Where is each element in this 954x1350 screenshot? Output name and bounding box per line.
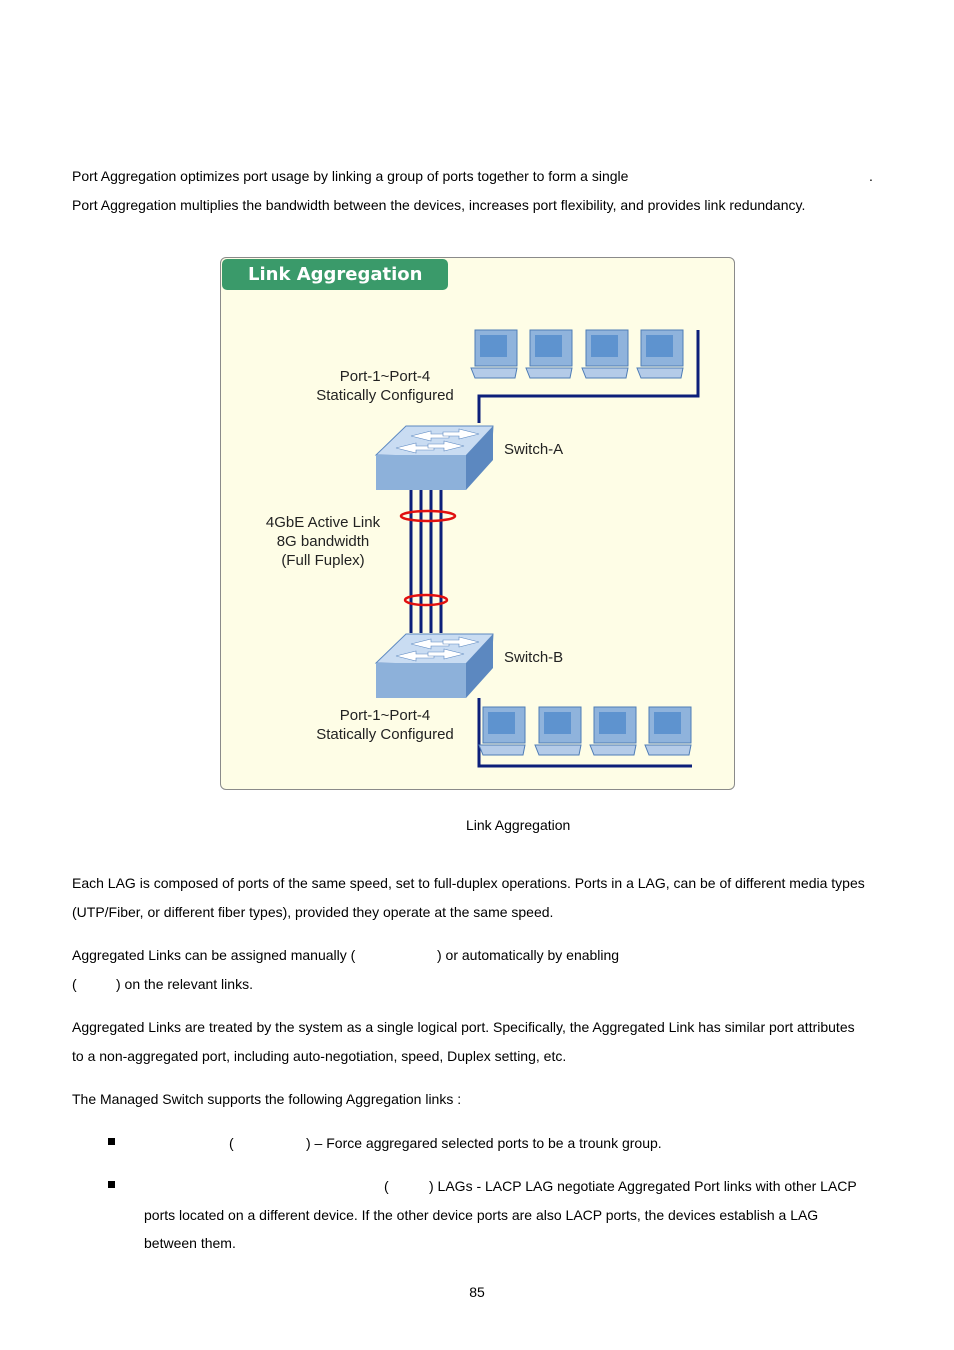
pc-icon	[479, 707, 525, 755]
pc-icon	[637, 330, 683, 378]
link-label-3: (Full Fuplex)	[281, 552, 365, 569]
pc-icon	[582, 330, 628, 378]
paragraph-3-line-2: to a non-aggregated port, including auto-negotiation, speed, Duplex setting, etc.	[72, 1048, 567, 1064]
link-aggregation-diagram	[221, 258, 734, 789]
bullet-icon	[108, 1181, 115, 1188]
pc-icon	[535, 707, 581, 755]
bullet-2-open: (	[384, 1178, 389, 1194]
bottom-pc-icons	[479, 707, 691, 755]
paragraph-3-line-1: Aggregated Links are treated by the system as a single logical port. Specifically, the Aggregated Link has similar port attributes	[72, 1019, 855, 1035]
top-port-label-2: Statically Configured	[316, 387, 454, 404]
paragraph-2-line-2a: (	[72, 976, 77, 992]
switch-a-label: Switch-A	[504, 441, 564, 458]
link-label-2: 8G bandwidth	[276, 533, 370, 550]
pc-icon	[526, 330, 572, 378]
bullet-1-open: (	[229, 1135, 234, 1151]
switch-b-label: Switch-B	[504, 649, 564, 666]
intro-line-1: Port Aggregation optimizes port usage by linking a group of ports together to form a single	[72, 168, 629, 184]
figure-header-title: Link Aggregation	[248, 264, 423, 285]
paragraph-4: The Managed Switch supports the following Aggregation links :	[72, 1091, 462, 1107]
top-port-label-1: Port-1~Port-4	[339, 368, 431, 385]
link-aggregation-figure	[220, 257, 735, 790]
bullet-2-line-3: between them.	[144, 1235, 236, 1251]
paragraph-2-line-2b: ) on the relevant links.	[116, 976, 253, 992]
bullet-icon	[108, 1138, 115, 1145]
paragraph-1-line-1: Each LAG is composed of ports of the same speed, set to full-duplex operations. Ports in a LAG, can be of different media types	[72, 875, 865, 891]
switch-b-icon	[376, 634, 493, 698]
paragraph-2-line-1b: ) or automatically by enabling	[437, 947, 620, 963]
pc-icon	[590, 707, 636, 755]
link-label-1: 4GbE Active Link	[265, 514, 381, 531]
bottom-port-label-1: Port-1~Port-4	[339, 707, 431, 724]
figure-caption: Link Aggregation	[466, 817, 571, 833]
bullet-2-text: ) LAGs - LACP LAG negotiate Aggregated Port links with other LACP	[429, 1178, 857, 1194]
bottom-port-label-2: Statically Configured	[316, 726, 454, 743]
switch-a-icon	[376, 426, 493, 490]
top-pc-icons	[471, 330, 683, 378]
pc-icon	[471, 330, 517, 378]
intro-line-2: Port Aggregation multiplies the bandwidth between the devices, increases port flexibility, and provides link redundancy.	[72, 197, 806, 213]
intro-line-1-end: .	[869, 168, 873, 184]
bullet-2-line-2: ports located on a different device. If the other device ports are also LACP ports, the devices establish a LAG	[144, 1207, 819, 1223]
paragraph-2-line-1a: Aggregated Links can be assigned manually (	[72, 947, 356, 963]
link-ring-top	[401, 511, 455, 521]
pc-icon	[645, 707, 691, 755]
page-number: 85	[469, 1284, 485, 1300]
paragraph-1-line-2: (UTP/Fiber, or different fiber types), provided they operate at the same speed.	[72, 904, 554, 920]
bullet-1-text: ) – Force aggregared selected ports to be a trounk group.	[306, 1135, 662, 1151]
